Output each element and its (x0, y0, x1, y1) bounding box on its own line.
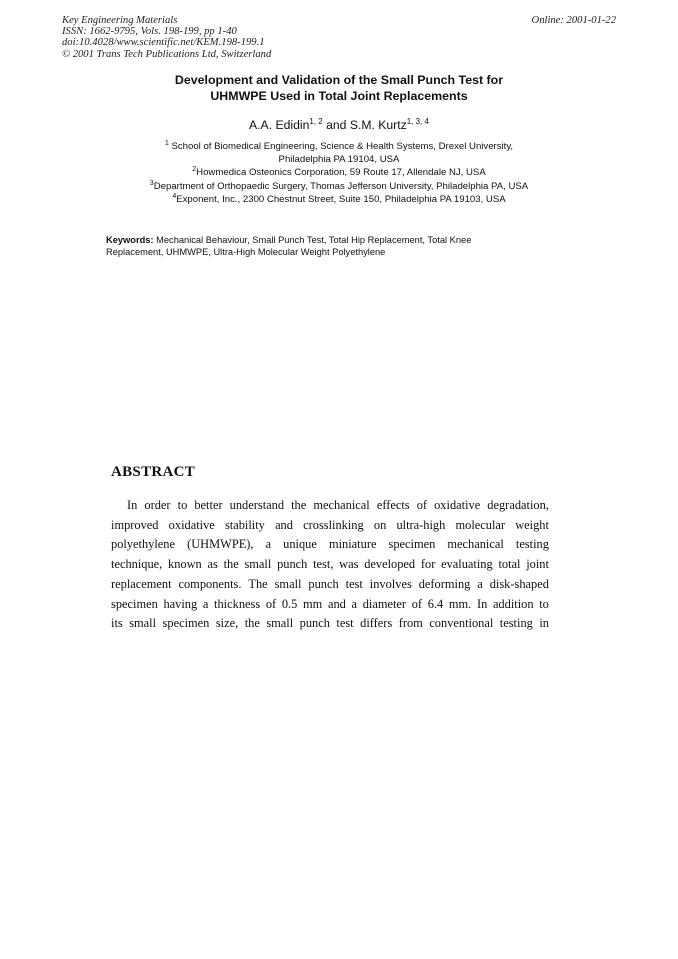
online-date: Online: 2001-01-22 (531, 15, 616, 26)
abstract-word: evaluating (441, 557, 493, 572)
abstract-word: a (202, 596, 209, 611)
abstract-word: a (265, 537, 272, 552)
affiliation (0, 166, 678, 179)
abstract-word: and (327, 596, 346, 611)
abstract-word: understand (229, 498, 285, 512)
authors (0, 118, 678, 132)
keywords-label: Keywords: (106, 235, 154, 245)
title-line: Development and Validation of the Small Punch Test for (174, 73, 504, 87)
abstract-word: crosslinking (303, 517, 364, 532)
abstract-word: in (539, 616, 549, 631)
abstract-word: for (420, 557, 436, 572)
abstract-word: oxidative (168, 517, 215, 532)
abstract-word: on (373, 517, 387, 532)
abstract-word: miniature (328, 537, 377, 552)
abstract-word: diameter (362, 596, 407, 611)
abstract-word: known (168, 557, 202, 572)
affiliations (0, 140, 678, 206)
affiliation-number: 1 (164, 139, 169, 147)
abstract-word: small (129, 616, 157, 631)
abstract-word: to (539, 596, 549, 611)
keywords-text: Replacement, UHMWPE, Ultra-High Molecular Weight Polyethylene (106, 246, 386, 257)
abstract-word: testing (499, 616, 533, 631)
title-line: UHMWPE Used in Total Joint Replacements (210, 88, 468, 103)
abstract-word: differs (360, 616, 393, 631)
abstract-word: thickness (214, 596, 261, 611)
abstract-word: developed (364, 557, 416, 572)
abstract-word: mechanical (447, 537, 504, 552)
affiliation-text: School of Biomedical Engineering, Science & Health Systems, Drexel University, (171, 141, 514, 152)
abstract-word: small (244, 557, 272, 572)
abstract-word: polyethylene (111, 537, 175, 552)
abstract-line (111, 516, 549, 536)
abstract-word: conventional (429, 616, 494, 631)
abstract-word: joint (526, 557, 549, 572)
abstract-word: technique, (111, 557, 163, 572)
author-affil-ref: 1, 2 (309, 116, 323, 126)
abstract-word: ultra-high (396, 517, 446, 532)
paper-title (0, 73, 678, 104)
abstract-line (111, 614, 549, 634)
abstract-word: mm. (448, 596, 472, 611)
abstract-word: punch (299, 616, 330, 631)
abstract-word: total (498, 557, 521, 572)
affiliation (0, 153, 678, 166)
issn-line: ISSN: 1662-9795, Vols. 198-199, pp 1-40 (62, 26, 237, 38)
abstract-word: specimen (388, 537, 436, 552)
abstract-word: disk-shaped (489, 576, 549, 591)
abstract-word: size, (215, 616, 239, 631)
abstract-word: of (416, 498, 428, 512)
abstract-word: test (345, 576, 363, 591)
abstract-word: testing (515, 537, 549, 552)
abstract-word: punch (277, 557, 308, 572)
abstract-word: having (163, 596, 198, 611)
abstract-word: its (111, 616, 123, 631)
doi-line: doi:10.4028/www.scientific.net/KEM.198-199.1 (62, 37, 265, 49)
abstract-word: the (223, 557, 239, 572)
abstract-word: to (177, 498, 188, 512)
abstract-word: test (336, 616, 354, 631)
author-affil-ref: 1, 3, 4 (406, 116, 429, 126)
abstract-line (111, 575, 549, 595)
keywords (106, 235, 546, 258)
abstract-word: (UHMWPE), (187, 537, 254, 552)
abstract-word: of (411, 596, 423, 611)
abstract-word: In (127, 498, 138, 512)
abstract-word: effects (376, 498, 410, 512)
abstract-line (111, 555, 549, 575)
affiliation-number: 4 (172, 192, 177, 200)
abstract-word: 6.4 (427, 596, 444, 611)
affiliation-text: Exponent, Inc., 2300 Chestnut Street, Suite 150, Philadelphia PA 19103, USA (176, 193, 506, 205)
abstract-word: components. (178, 576, 242, 591)
abstract-heading: ABSTRACT (111, 464, 196, 480)
abstract-word: deforming (418, 576, 471, 591)
abstract-word: mm (303, 596, 323, 611)
abstract-word: involves (369, 576, 412, 591)
abstract-line (111, 595, 549, 615)
abstract-word: small (274, 576, 302, 591)
abstract-word: a (351, 596, 358, 611)
keywords-text: Mechanical Behaviour, Small Punch Test, Total Hip Replacement, Total Knee (156, 235, 472, 245)
author-name: S.M. Kurtz (349, 118, 407, 132)
abstract-word: the (244, 616, 260, 631)
abstract-word: specimen (162, 616, 210, 631)
abstract-word: The (248, 576, 268, 591)
abstract-word: replacement (111, 576, 172, 591)
abstract-word: of (265, 596, 277, 611)
abstract-word: specimen (111, 596, 158, 611)
abstract-line (111, 535, 549, 555)
abstract-word: test, (313, 557, 334, 572)
abstract-body (111, 496, 549, 634)
journal-name: Key Engineering Materials (62, 15, 178, 26)
affiliation-text: Philadelphia PA 19104, USA (278, 154, 400, 166)
affiliation-text: Howmedica Osteonics Corporation, 59 Route 17, Allendale NJ, USA (196, 167, 486, 179)
abstract-word: addition (492, 596, 534, 611)
abstract-word: better (194, 498, 223, 512)
abstract-word: was (339, 557, 359, 572)
abstract-word: molecular (455, 517, 506, 532)
abstract-word: as (207, 557, 218, 572)
affiliation-number: 3 (149, 179, 154, 187)
abstract-word: mechanical (313, 498, 370, 512)
affiliation (0, 140, 678, 153)
abstract-word: 0.5 (281, 596, 298, 611)
affiliation (0, 193, 678, 206)
abstract-word: oxidative (434, 498, 481, 512)
abstract-word: degradation, (487, 498, 549, 512)
abstract-line (111, 496, 549, 516)
author-conjunction: and (326, 118, 347, 132)
abstract-word: order (144, 498, 171, 512)
abstract-word: and (275, 517, 293, 532)
affiliation (0, 180, 678, 193)
journal-header (62, 15, 271, 60)
abstract-word: from (398, 616, 423, 631)
abstract-word: small (266, 616, 294, 631)
abstract-word: In (476, 596, 488, 611)
abstract-word: a (477, 576, 483, 591)
copyright-line: © 2001 Trans Tech Publications Ltd, Switzerland (62, 48, 272, 60)
abstract-word: improved (111, 517, 159, 532)
affiliation-number: 2 (192, 166, 197, 174)
abstract-word: punch (308, 576, 339, 591)
author-name: A.A. Edidin (249, 118, 310, 132)
affiliation-text: Department of Orthopaedic Surgery, Thomas Jefferson University, Philadelphia PA, USA (153, 180, 529, 192)
abstract-word: stability (224, 517, 265, 532)
abstract-word: unique (283, 537, 317, 552)
abstract-word: the (291, 498, 307, 512)
abstract-word: weight (515, 517, 549, 532)
